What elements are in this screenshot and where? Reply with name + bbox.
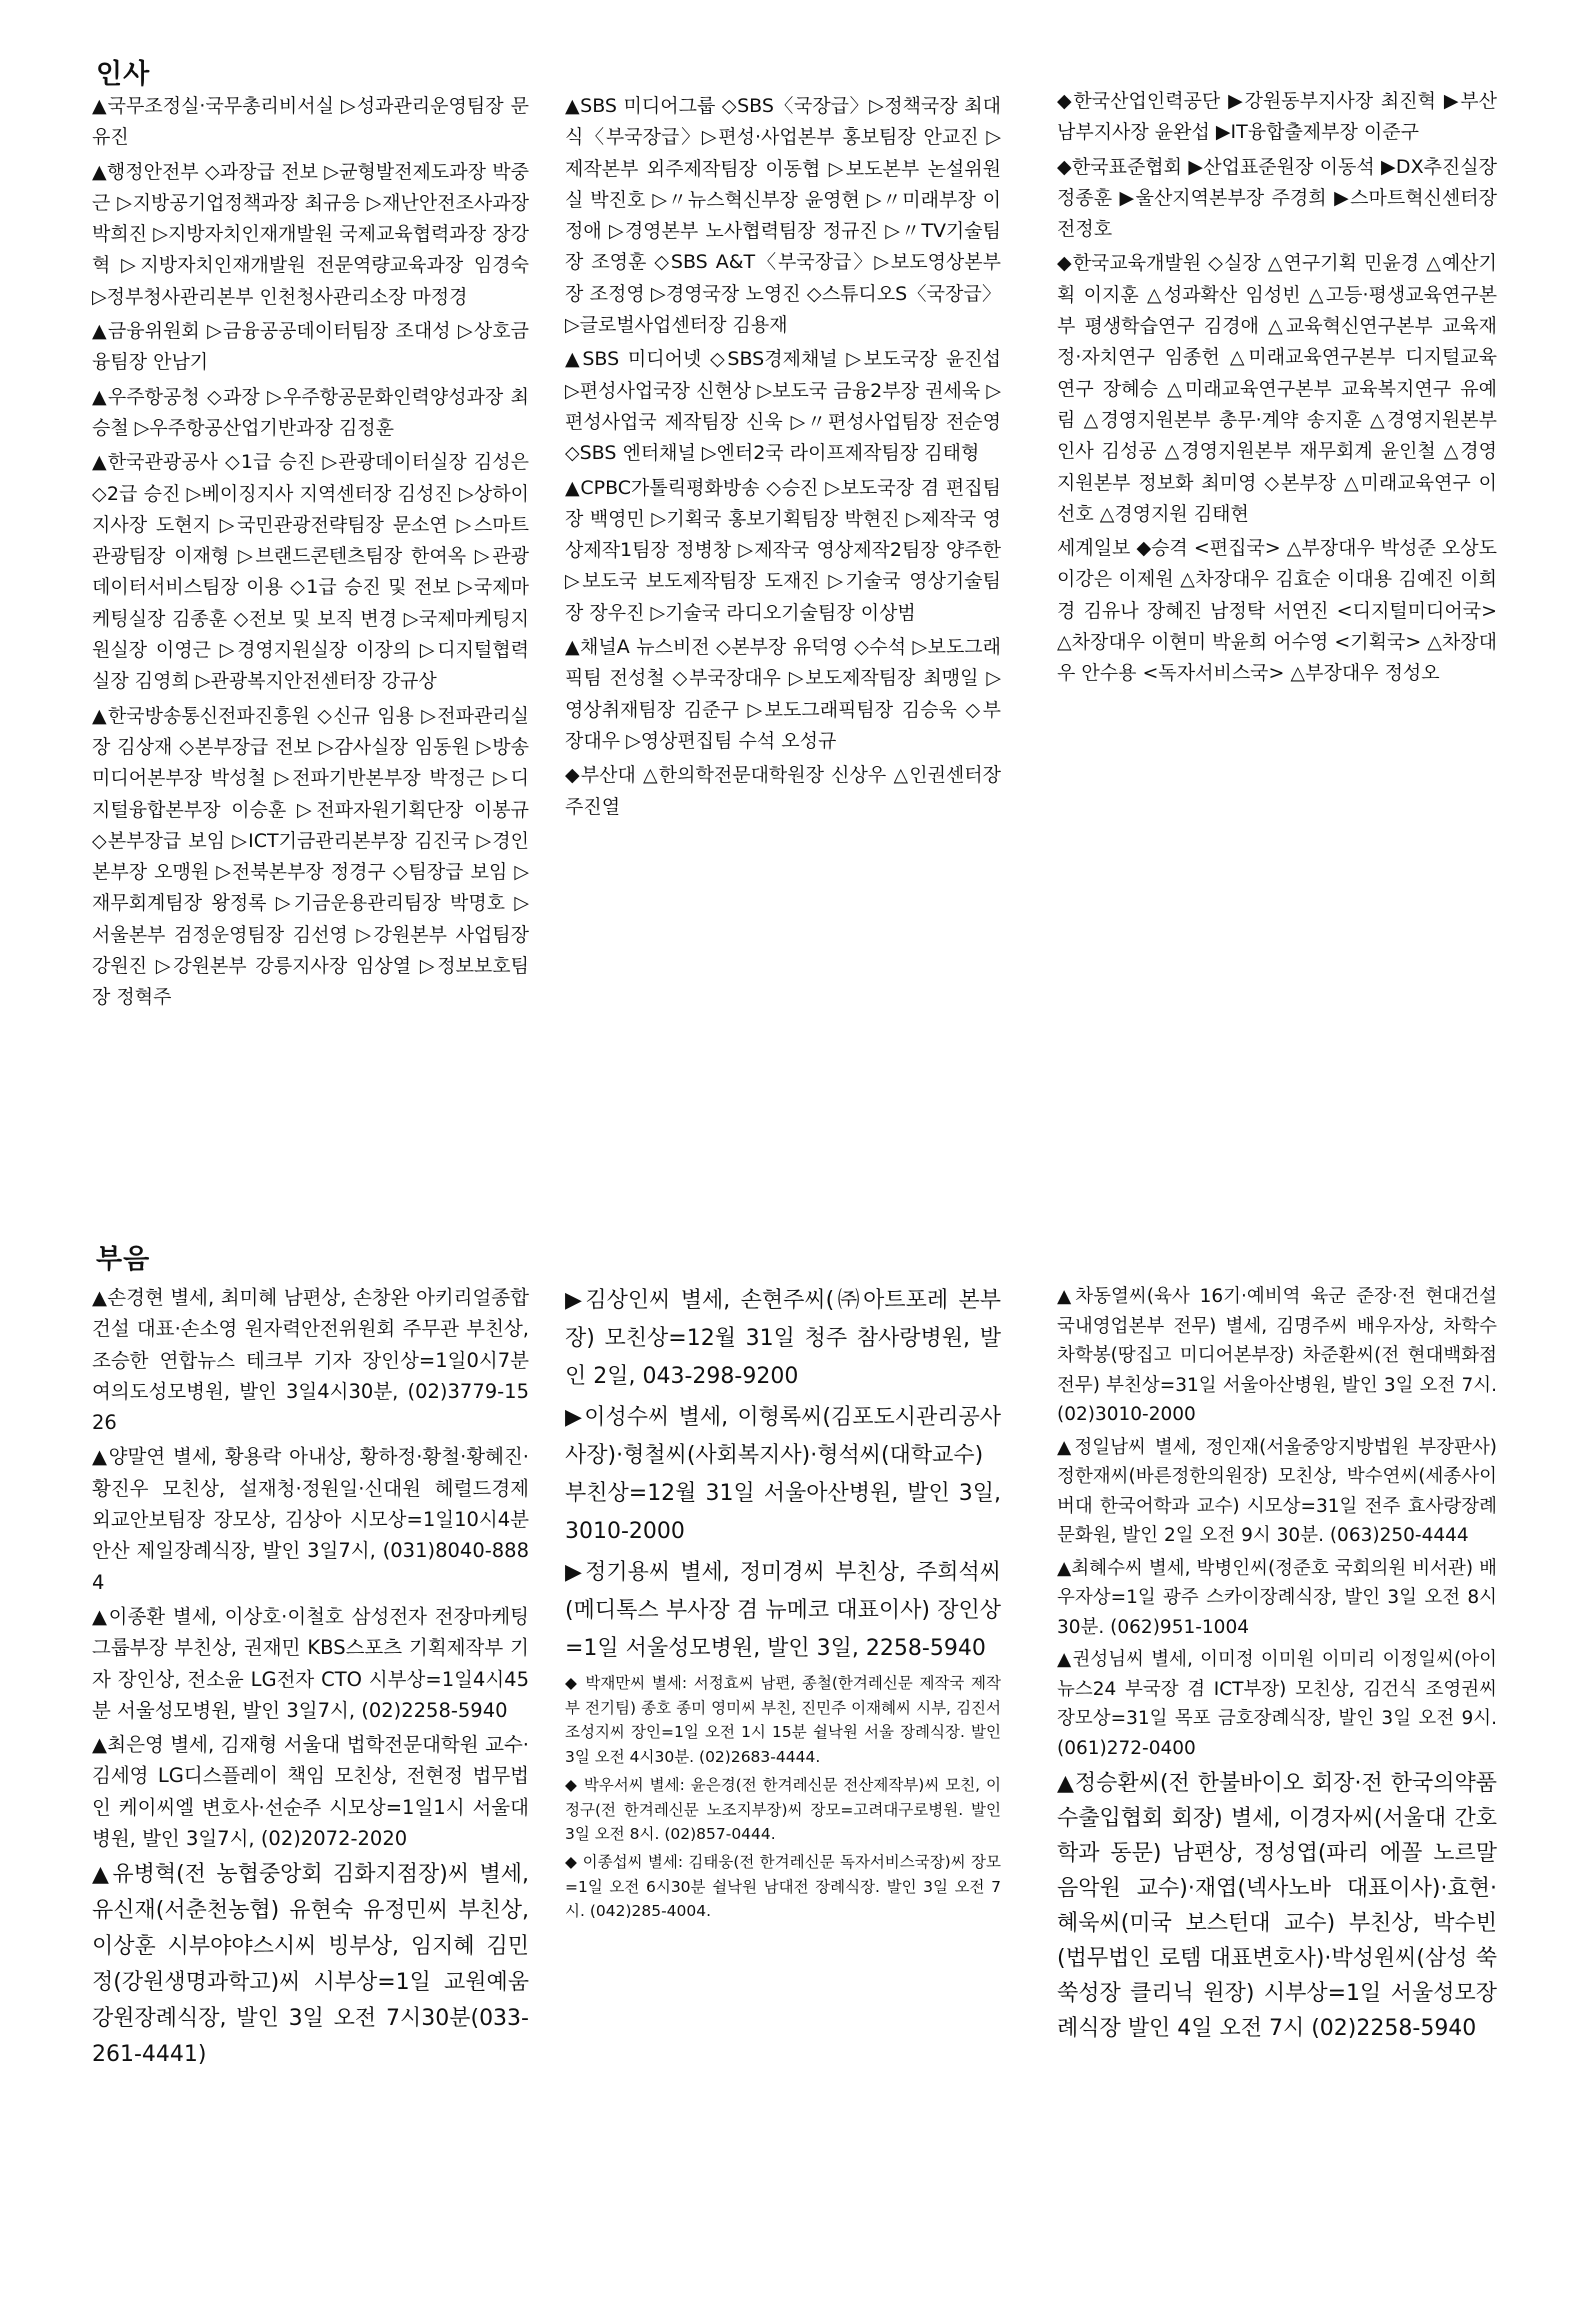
appointment-entry: ◆부산대 △한의학전문대학원장 신상우 △인권센터장 주진열 xyxy=(565,764,1001,818)
appointment-entry: ▲SBS 미디어그룹 ◇SBS〈국장급〉▷정책국장 최대식〈부국장급〉▷편성·사업본부 홍보팀장 안교진 ▷제작본부 외주제작팀장 이동협 ▷보도본부 논설위원실 박진호 ▷〃뉴스혁신부장 윤영현 ▷〃미래부장 이정애 ▷경영본부 노사협력팀장 정규진 ▷〃TV기술팀장 조영훈 ◇SBS A&T〈부국장급〉▷보도영상본부장 조정영 ▷경영국장 노영진 ◇스튜디오S〈국장급〉▷글로벌사업센터장 김용재 xyxy=(565,95,1001,337)
obituary-entry: ▲정일남씨 별세, 정인재(서울중앙지방법원 부장판사) 정한재씨(바른정한의원장) 모친상, 박수연씨(세종사이버대 한국어학과 교수) 시모상=31일 전주 효사랑장례문화원, 발인 2일 오전 9시 30분. (063)250-4444 xyxy=(1057,1436,1497,1546)
obituary-entry: ▶이성수씨 별세, 이형록씨(김포도시관리공사 사장)·형철씨(사회복지사)·형석씨(대학교수) 부친상=12월 31일 서울아산병원, 발인 3일, 3010-2000 xyxy=(565,1405,1001,1544)
insa-column-2 xyxy=(565,91,1001,991)
obituary-entry: ▲권성님씨 별세, 이미정 이미원 이미리 이정일씨(아이뉴스24 부국장 겸 ICT부장) 모친상, 김건식 조영권씨 장모상=31일 목포 금호장례식장, 발인 3일 오전 9시. (061)272-0400 xyxy=(1057,1649,1497,1759)
obituary-entry: ▲정승환씨(전 한불바이오 회장·전 한국의약품수출입협회 회장) 별세, 이경자씨(서울대 간호학과 동문) 남편상, 정성엽(파리 에꼴 노르말 음악원 교수)·재엽(넥사노바 대표이사)·효현·혜욱씨(미국 보스턴대 교수) 부친상, 박수빈(법무법인 로템 대표변호사)·박성원씨(삼성 쑥쑥성장 클리닉 원장) 시부상=1일 서울성모장례식장 발인 4일 오전 7시 (02)2258-5940 xyxy=(1057,1771,1497,2041)
bueum-column-1 xyxy=(92,1282,529,2282)
obituary-entry: ▲손경현 별세, 최미혜 남편상, 손창완 아키리얼종합건설 대표·손소영 원자력안전위원회 주무관 부친상, 조승한 연합뉴스 테크부 기자 장인상=1일0시7분 여의도성모병원, 발인 3일4시30분, (02)3779-1526 xyxy=(92,1286,529,1435)
appointment-entry: ▲금융위원회 ▷금융공공데이터팀장 조대성 ▷상호금융팀장 안남기 xyxy=(92,320,529,374)
bueum-column-3 xyxy=(1057,1282,1497,2292)
obituary-entry: ◆ 박재만씨 별세: 서정효씨 남편, 종철(한겨레신문 제작국 제작부 전기팀) 종호 종미 영미씨 부친, 진민주 이재혜씨 시부, 김진서 조성지씨 장인=1일 오전 1시 15분 쉴낙원 서울 장례식장. 발인 3일 오전 4시30분. (02)2683-4444. xyxy=(565,1674,1001,1767)
insa-section-title: 인사 xyxy=(96,59,151,90)
obituary-entry: ▲최은영 별세, 김재형 서울대 법학전문대학원 교수·김세영 LG디스플레이 책임 모친상, 전현정 법무법인 케이씨엘 변호사·선순주 시모상=1일1시 서울대병원, 발인 3일7시, (02)2072-2020 xyxy=(92,1733,529,1851)
bueum-section-title: 부음 xyxy=(96,1244,151,1275)
obituary-entry: ▲차동열씨(육사 16기·예비역 육군 준장·전 현대건설 국내영업본부 전무) 별세, 김명주씨 배우자상, 차학수 차학봉(땅집고 미디어본부장) 차준환씨(전 현대백화점 전무) 부친상=31일 서울아산병원, 발인 3일 오전 7시. (02)3010-2000 xyxy=(1057,1286,1497,1425)
insa-column-1 xyxy=(92,91,529,1221)
obituary-entry: ▲양말연 별세, 황용락 아내상, 황하정·황철·황혜진·황진우 모친상, 설재청·정원일·신대원 헤럴드경제 외교안보팀장 장모상, 김상아 시모상=1일10시4분 안산 제일장례식장, 발인 3일7시, (031)8040-8884 xyxy=(92,1445,529,1594)
appointment-entry: ▲채널A 뉴스비전 ◇본부장 유덕영 ◇수석 ▷보도그래픽팀 전성철 ◇부국장대우 ▷보도제작팀장 최맹일 ▷영상취재팀장 김준구 ▷보도그래픽팀장 김승욱 ◇부장대우 ▷영상편집팀 수석 오성규 xyxy=(565,636,1001,752)
appointment-entry: ▲한국관광공사 ◇1급 승진 ▷관광데이터실장 김성은 ◇2급 승진 ▷베이징지사 지역센터장 김성진 ▷상하이지사장 도현지 ▷국민관광전략팀장 문소연 ▷스마트관광팀장 이재형 ▷브랜드콘텐츠팀장 한여옥 ▷관광데이터서비스팀장 이용 ◇1급 승진 및 전보 ▷국제마케팅실장 김종훈 ◇전보 및 보직 변경 ▷국제마케팅지원실장 이영근 ▷경영지원실장 이장의 ▷디지털협력실장 김영희 ▷관광복지안전센터장 강규상 xyxy=(92,451,529,693)
obituary-entry: ▲이종환 별세, 이상호·이철호 삼성전자 전장마케팅그룹부장 부친상, 권재민 KBS스포츠 기획제작부 기자 장인상, 전소윤 LG전자 CTO 시부상=1일4시45분 서울성모병원, 발인 3일7시, (02)2258-5940 xyxy=(92,1604,529,1722)
appointment-entry: ▲한국방송통신전파진흥원 ◇신규 임용 ▷전파관리실장 김상재 ◇본부장급 전보 ▷감사실장 임동원 ▷방송미디어본부장 박성철 ▷전파기반본부장 박정근 ▷디지털융합본부장 이승훈 ▷전파자원기획단장 이봉규 ◇본부장급 보임 ▷ICT기금관리본부장 김진국 ▷경인본부장 오맹원 ▷전북본부장 정경구 ◇팀장급 보임 ▷재무회계팀장 왕정록 ▷기금운용관리팀장 박명호 ▷서울본부 검정운영팀장 김선영 ▷강원본부 사업팀장 강원진 ▷강원본부 강릉지사장 임상열 ▷정보보호팀장 정혁주 xyxy=(92,704,529,1009)
appointment-entry: ▲CPBC가톨릭평화방송 ◇승진 ▷보도국장 겸 편집팀장 백영민 ▷기획국 홍보기획팀장 박현진 ▷제작국 영상제작1팀장 정병창 ▷제작국 영상제작2팀장 양주한 ▷보도국 보도제작팀장 도재진 ▷기술국 영상기술팀장 장우진 ▷기술국 라디오기술팀장 이상범 xyxy=(565,476,1001,624)
obituary-entry: ◆ 이종섭씨 별세: 김태웅(전 한겨레신문 독자서비스국장)씨 장모=1일 오전 6시30분 쉴낙원 남대전 장례식장. 발인 3일 오전 7시. (042)285-4004. xyxy=(565,1852,1001,1921)
bueum-column-2 xyxy=(565,1282,1001,2182)
obituary-entry: ▶김상인씨 별세, 손현주씨(㈜아트포레 본부장) 모친상=12월 31일 청주 참사랑병원, 발인 2일, 043-298-9200 xyxy=(565,1288,1001,1389)
obituary-entry: ▲유병혁(전 농협중앙회 김화지점장)씨 별세, 유신재(서춘천농협) 유현숙 유정민씨 부친상, 이상훈 시부야야스시씨 빙부상, 임지혜 김민정(강원생명과학고)씨 시부상=1일 교원예움 강원장례식장, 발인 3일 오전 7시30분(033-261-4441) xyxy=(92,1862,529,2068)
appointment-entry: ▲우주항공청 ◇과장 ▷우주항공문화인력양성과장 최승철 ▷우주항공산업기반과장 김정훈 xyxy=(92,385,529,439)
insa-column-3 xyxy=(1057,86,1497,1046)
appointment-entry: ◆한국산업인력공단 ▶강원동부지사장 최진혁 ▶부산남부지사장 윤완섭 ▶IT융합출제부장 이준구 xyxy=(1057,90,1497,144)
appointment-entry: ▲국무조정실·국무총리비서실 ▷성과관리운영팀장 문유진 xyxy=(92,95,529,149)
appointment-entry: ▲SBS 미디어넷 ◇SBS경제채널 ▷보도국장 윤진섭 ▷편성사업국장 신현상 ▷보도국 금융2부장 권세욱 ▷편성사업국 제작팀장 신욱 ▷〃편성사업팀장 전순영 ◇SBS 엔터채널 ▷엔터2국 라이프제작팀장 김태형 xyxy=(565,348,1001,465)
appointment-entry: ◆한국표준협회 ▶산업표준원장 이동석 ▶DX추진실장 정종훈 ▶울산지역본부장 주경희 ▶스마트혁신센터장 전정호 xyxy=(1057,155,1497,241)
obituary-entry: ◆ 박우서씨 별세: 윤은경(전 한겨레신문 전산제작부)씨 모친, 이정구(전 한겨레신문 노조지부장)씨 장모=고려대구로병원. 발인 3일 오전 8시. (02)857-0444. xyxy=(565,1775,1001,1844)
obituary-entry: ▲최혜수씨 별세, 박병인씨(정준호 국회의원 비서관) 배우자상=1일 광주 스카이장례식장, 발인 3일 오전 8시 30분. (062)951-1004 xyxy=(1057,1557,1497,1638)
obituary-entry: ▶정기용씨 별세, 정미경씨 부친상, 주희석씨(메디톡스 부사장 겸 뉴메코 대표이사) 장인상=1일 서울성모병원, 발인 3일, 2258-5940 xyxy=(565,1560,1001,1661)
appointment-entry: ◆한국교육개발원 ◇실장 △연구기획 민윤경 △예산기획 이지훈 △성과확산 임성빈 △고등·평생교육연구본부 평생학습연구 김경애 △교육혁신연구본부 교육재정·자치연구 임종헌 △미래교육연구본부 디지털교육연구 장혜승 △미래교육연구본부 교육복지연구 유예림 △경영지원본부 총무·계약 송지훈 △경영지원본부 인사 김성공 △경영지원본부 재무회계 윤인철 △경영지원본부 정보화 최미영 ◇본부장 △미래교육연구 이선호 △경영지원 김태현 xyxy=(1057,252,1497,525)
appointment-entry: ▲행정안전부 ◇과장급 전보 ▷균형발전제도과장 박중근 ▷지방공기업정책과장 최규응 ▷재난안전조사과장 박희진 ▷지방자치인재개발원 국제교육협력과장 장강혁 ▷지방자치인재개발원 전문역량교육과장 임경숙 ▷정부청사관리본부 인천청사관리소장 마정경 xyxy=(92,160,529,308)
appointment-entry: 세계일보 ◆승격 <편집국> △부장대우 박성준 오상도 이강은 이제원 △차장대우 김효순 이대용 김예진 이희경 김유나 장혜진 남정탁 서연진 <디지털미디어국> △차장대우 이현미 박윤희 어수영 <기획국> △차장대우 안수용 <독자서비스국> △부장대우 정성오 xyxy=(1057,537,1497,685)
